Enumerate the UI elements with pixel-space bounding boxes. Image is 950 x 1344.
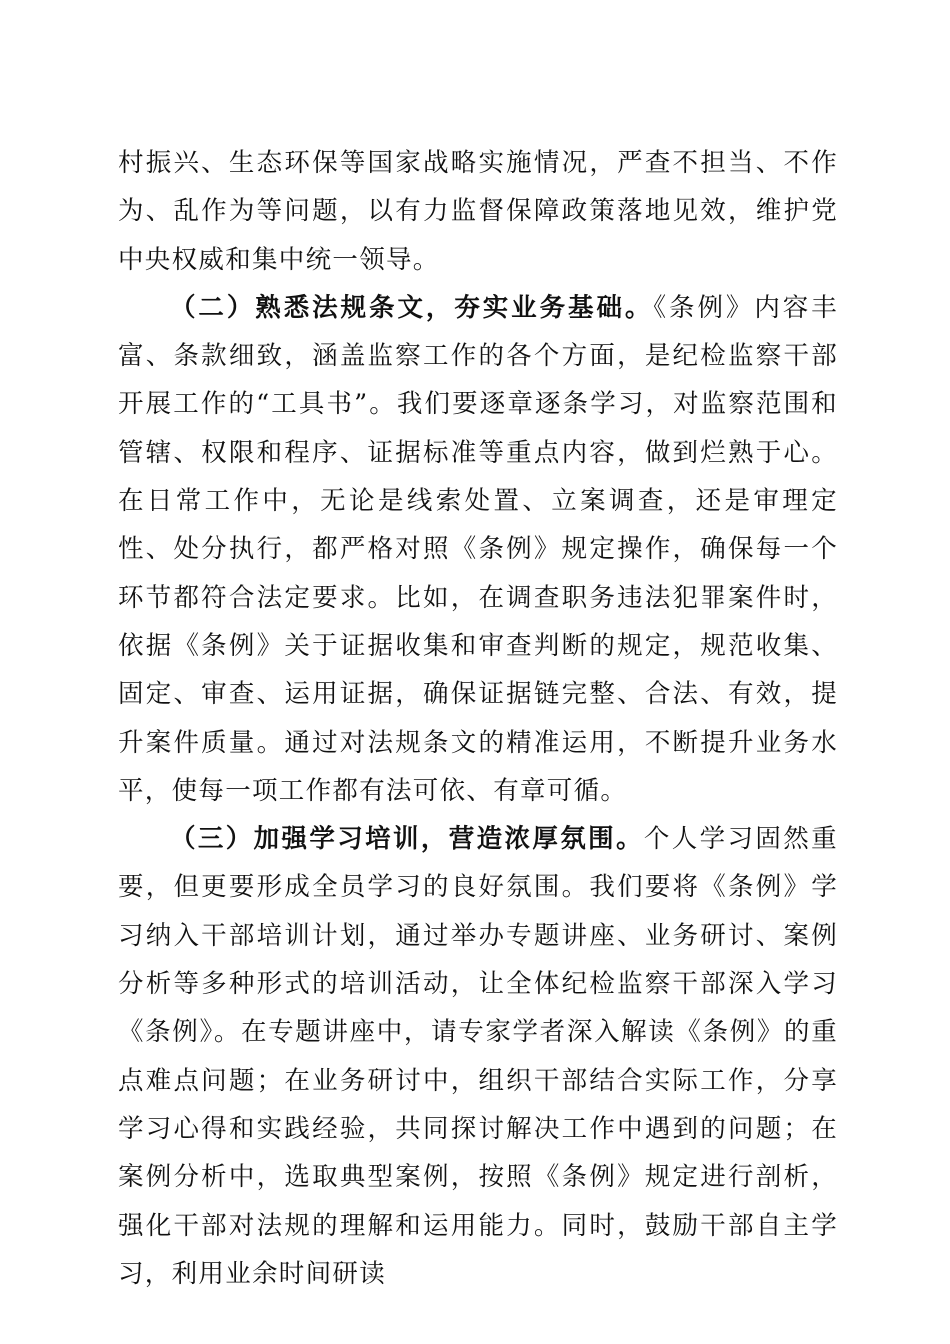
document-body — [118, 139, 838, 1298]
paragraph-body: 个人学习固然重要，但更要形成全员学习的良好氛围。我们要将《条例》学习纳入干部培训计划，通过举办专题讲座、业务研讨、案例分析等多种形式的培训活动，让全体纪检监察干部深入学习《条例》。在专题讲座中，请专家学者深入解读《条例》的重点难点问题；在业务研讨中，组织干部结合实际工作，分享学习心得和实践经验，共同探讨解决工作中遇到的问题；在案例分析中，选取典型案例，按照《条例》规定进行剖析，强化干部对法规的理解和运用能力。同时，鼓励干部自主学习，利用业余时间研读 — [118, 824, 838, 1289]
paragraph-section-3 — [118, 815, 838, 1298]
paragraph-section-2 — [118, 284, 838, 815]
section-heading-2: （二）熟悉法规条文，夯实业务基础。 — [170, 292, 654, 323]
section-heading-3: （三）加强学习培训，营造浓厚氛围。 — [170, 824, 644, 855]
paragraph-body: 《条例》内容丰富、条款细致，涵盖监察工作的各个方面，是纪检监察干部开展工作的“工具书”。我们要逐章逐条学习，对监察范围和管辖、权限和程序、证据标准等重点内容，做到烂熟于心。在日常工作中，无论是线索处置、立案调查，还是审理定性、处分执行，都严格对照《条例》规定操作，确保每一个环节都符合法定要求。比如，在调查职务违法犯罪案件时，依据《条例》关于证据收集和审查判断的规定，规范收集、固定、审查、运用证据，确保证据链完整、合法、有效，提升案件质量。通过对法规条文的精准运用，不断提升业务水平，使每一项工作都有法可依、有章可循。 — [118, 292, 838, 806]
paragraph-continuation — [118, 139, 838, 284]
paragraph-body: 村振兴、生态环保等国家战略实施情况，严查不担当、不作为、乱作为等问题，以有力监督保障政策落地见效，维护党中央权威和集中统一领导。 — [118, 148, 838, 275]
